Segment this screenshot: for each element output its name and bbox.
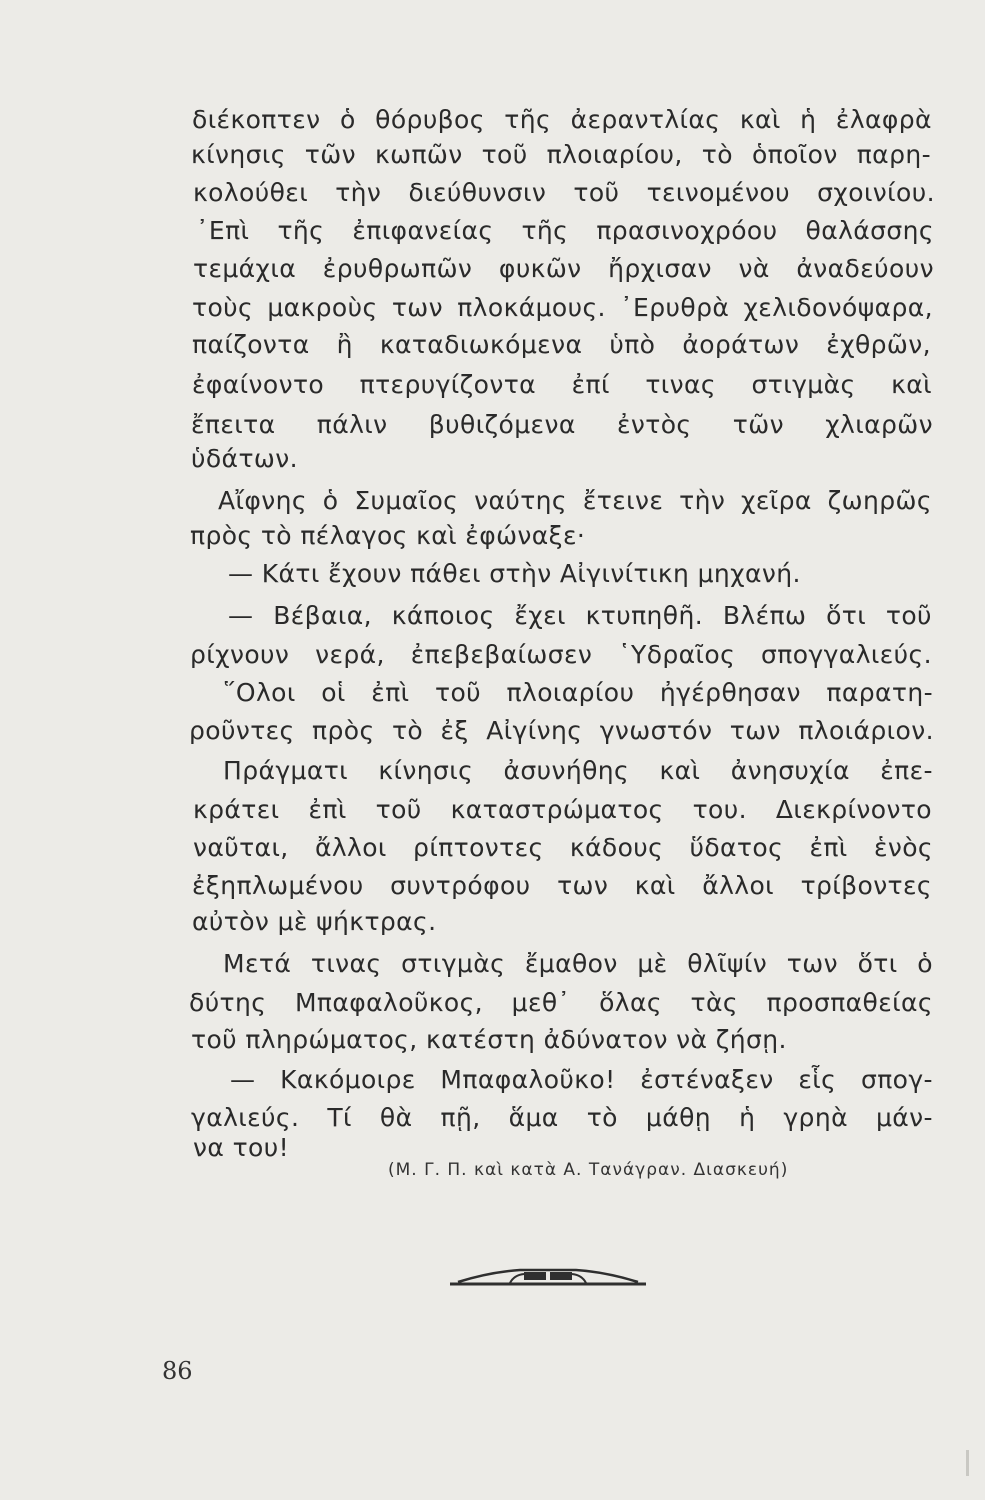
word: ᾿Ερυθρὰ [620, 293, 730, 322]
word: ἀεραντλίας [570, 105, 721, 134]
word: γαλιεύς. [191, 1103, 300, 1132]
word: Μετά [223, 949, 292, 978]
word: τὸ [586, 1103, 618, 1132]
text-line [0, 792, 985, 828]
word: ἐπὶ [809, 833, 848, 862]
word: Βλέπω [722, 601, 807, 630]
word: τῶν [732, 410, 784, 439]
word: ἄλλοι [702, 871, 775, 900]
word: ὅτι [857, 949, 898, 978]
word: κολούθει [193, 178, 309, 207]
word: στιγμὰς [401, 949, 506, 978]
justified-line [189, 985, 933, 1021]
ornament-icon [450, 1262, 646, 1288]
word: των [391, 293, 443, 322]
word: θαλάσσης [805, 216, 934, 245]
word: ρίπτοντες [413, 833, 544, 862]
justified-line [193, 830, 933, 866]
word: τινας [645, 370, 716, 399]
word: ἀοράτων [682, 330, 800, 359]
text-line [0, 830, 985, 866]
word: Κακόμοιρε [280, 1065, 416, 1094]
text-line [0, 327, 985, 363]
line-text: — Κάτι ἔχουν πάθει στὴν Αἰγινίτικη μηχανή. [228, 559, 801, 588]
word: κίνησις [191, 140, 286, 169]
word: δύτης [189, 988, 267, 1017]
justified-line [223, 753, 933, 789]
word: θόρυβος [375, 105, 485, 134]
word: ἐπεβεβαίωσεν [410, 640, 593, 669]
page-number: 86 [162, 1357, 193, 1385]
word: παίζοντα [192, 330, 310, 359]
word: τινας [310, 949, 382, 978]
word: ἐξηπλωμένου [192, 871, 364, 900]
word: διέκοπτεν [192, 105, 321, 134]
word: καταδιωκόμενα [379, 330, 583, 359]
word: ἑνὸς [873, 833, 933, 862]
word: Πράγματι [223, 756, 349, 785]
word: ἔχει [514, 601, 566, 630]
word: Συμαῖος [354, 486, 459, 515]
word: μάθῃ [645, 1103, 712, 1132]
text-line [0, 637, 985, 673]
word: τρίβοντες [800, 871, 932, 900]
justified-line [193, 175, 935, 211]
word: των [557, 871, 609, 900]
page-edge-mark [966, 1450, 969, 1476]
word: ἀσυνήθης [503, 756, 630, 785]
text-line [0, 753, 985, 789]
word: πλοιάριον. [798, 716, 934, 745]
word: ναύτης [474, 486, 567, 515]
word: χεῖρα [741, 486, 812, 515]
text-line [0, 290, 985, 326]
source-attribution: (Μ. Γ. Π. καὶ κατὰ Α. Τανάγραν. Διασκευή) [388, 1160, 789, 1180]
word: Διεκρίνοντο [775, 795, 932, 824]
word: ὑπὸ [609, 330, 656, 359]
word: συντρόφου [390, 871, 531, 900]
word: καὶ [891, 370, 932, 399]
line-text: πρὸς τὸ πέλαγος καὶ ἐφώναξε· [190, 521, 586, 550]
word: ἔμαθον [524, 949, 618, 978]
word: Βέβαια, [273, 601, 372, 630]
word: τῆς [277, 216, 325, 245]
justified-line [191, 137, 931, 173]
word: παρατη- [826, 678, 933, 707]
word: βυθιζόμενα [428, 410, 576, 439]
word: προσπαθείας [766, 988, 933, 1017]
word: χελιδονόψαρα, [743, 293, 933, 322]
word: των [729, 716, 781, 745]
word: τεμάχια [193, 254, 297, 283]
word: — [228, 601, 254, 630]
word: ἐρυθρωπῶν [322, 254, 473, 283]
word: κράτει [193, 795, 280, 824]
word: καὶ [739, 105, 781, 134]
word: ὕδατος [689, 833, 784, 862]
word: σπογγαλιεύς. [761, 640, 932, 669]
word: σπογ- [860, 1065, 933, 1094]
word: μὲ [637, 949, 668, 978]
line-text: ὑδάτων. [191, 444, 298, 473]
word: ὅλας [599, 988, 662, 1017]
justified-line [192, 327, 931, 363]
word: κίνησις [378, 756, 474, 785]
text-line [0, 556, 985, 592]
word: ἐπί [571, 370, 610, 399]
word: ἤρχισαν [608, 254, 712, 283]
word: καὶ [659, 756, 701, 785]
word: ἢ [336, 330, 353, 359]
word: Αἴφνης [218, 486, 307, 515]
word: θλῖψίν [687, 949, 768, 978]
justified-line [191, 407, 933, 443]
word: ἐπὶ [371, 678, 410, 707]
word: τὸ [701, 140, 733, 169]
text-line [0, 1022, 985, 1058]
word: ὁ [917, 949, 933, 978]
text-line [0, 985, 985, 1021]
word: στιγμὰς [751, 370, 856, 399]
word: Μπαφαλοῦκο! [440, 1065, 616, 1094]
word: παρη- [856, 140, 931, 169]
word: καταστρώματος [450, 795, 664, 824]
word: Αἰγίνης [486, 716, 583, 745]
word: κάποιος [391, 601, 495, 630]
word: πρασινοχρόου [596, 216, 778, 245]
word: ῞Ολοι [223, 678, 296, 707]
word: ἄλλοι [314, 833, 387, 862]
word: ᾿Επὶ [196, 216, 250, 245]
justified-line [218, 483, 932, 519]
word: πλοκάμους. [457, 293, 606, 322]
word: ἐπε- [880, 756, 933, 785]
word: ἅμα [508, 1103, 559, 1132]
word: τὸ [391, 716, 424, 745]
word: του. [692, 795, 747, 824]
text-line [0, 1062, 985, 1098]
word: τῆς [521, 216, 569, 245]
text-line [0, 102, 985, 138]
word: σχοινίου. [817, 178, 935, 207]
word: γρηὰ [783, 1103, 848, 1132]
word: ἐπὶ [308, 795, 347, 824]
word: διεύθυνσιν [408, 178, 547, 207]
word: τοῦ [481, 140, 528, 169]
word: τοῦ [573, 178, 620, 207]
word: των [786, 949, 838, 978]
word: — [230, 1065, 256, 1094]
word: τὰς [690, 988, 738, 1017]
text-line [0, 213, 985, 249]
word: ἠγέρθησαν [659, 678, 801, 707]
justified-line [192, 367, 932, 403]
word: τεινομένου [646, 178, 790, 207]
text-line [0, 946, 985, 982]
word: πρὸς [312, 716, 375, 745]
justified-line [230, 1062, 933, 1098]
word: ἐφαίνοντο [192, 370, 325, 399]
text-line [0, 904, 985, 940]
text-line [0, 137, 985, 173]
text-line [0, 713, 985, 749]
word: ἔπειτα [191, 410, 276, 439]
word: τοῦ [435, 678, 482, 707]
line-text: να του! [193, 1133, 290, 1162]
word: πλοιαρίου [506, 678, 635, 707]
word: νὰ [738, 254, 770, 283]
word: τοὺς [192, 293, 254, 322]
word: ἐξ [440, 716, 469, 745]
justified-line [192, 290, 933, 326]
word: ἐχθρῶν, [826, 330, 931, 359]
justified-line [223, 946, 933, 982]
word: ἀνησυχία [730, 756, 850, 785]
word: κωπῶν [374, 140, 463, 169]
word: ἐντὸς [617, 410, 692, 439]
justified-line [196, 213, 934, 249]
line-text: τοῦ πληρώματος, κατέστη ἀδύνατον νὰ ζήσῃ. [191, 1025, 787, 1054]
text-line [0, 598, 985, 634]
word: ἡ [739, 1103, 756, 1132]
word: κτυπηθῆ. [585, 601, 704, 630]
word: πάλιν [316, 410, 388, 439]
word: τοῦ [885, 601, 932, 630]
justified-line [189, 713, 934, 749]
word: χλιαρῶν [825, 410, 933, 439]
justified-line [192, 102, 932, 138]
word: ροῦντες [189, 716, 295, 745]
word: ἀναδεύουν [796, 254, 934, 283]
word: τὴν [679, 486, 726, 515]
word: ἐστέναξεν [640, 1065, 774, 1094]
word: ναῦται, [193, 833, 289, 862]
word: κάδους [569, 833, 664, 862]
justified-line [192, 868, 932, 904]
word: πτερυγίζοντα [359, 370, 537, 399]
line-text: αὐτὸν μὲ ψήκτρας. [192, 907, 437, 936]
word: ὅτι [826, 601, 867, 630]
word: τῆς [504, 105, 552, 134]
text-line [0, 251, 985, 287]
text-line [0, 441, 985, 477]
word: πλοιαρίου, [546, 140, 683, 169]
text-line [0, 675, 985, 711]
justified-line [223, 675, 933, 711]
word: ρίχνουν [190, 640, 290, 669]
word: Μπαφαλοῦκος, [294, 988, 484, 1017]
text-line [0, 175, 985, 211]
word: τοῦ [375, 795, 422, 824]
text-line [0, 483, 985, 519]
justified-line [193, 251, 934, 287]
word: γνωστόν [599, 716, 713, 745]
word: τὴν [335, 178, 382, 207]
word: καὶ [634, 871, 676, 900]
word: εἷς [798, 1065, 837, 1094]
word: ῾Υδραῖος [618, 640, 736, 669]
word: ἔτεινε [582, 486, 664, 515]
word: ἡ [800, 105, 817, 134]
word: οἱ [321, 678, 346, 707]
justified-line [228, 598, 932, 634]
word: θὰ [379, 1103, 413, 1132]
word: μακροὺς [267, 293, 378, 322]
word: μάν- [875, 1103, 933, 1132]
justified-line [193, 792, 932, 828]
word: Τί [327, 1103, 352, 1132]
text-line [0, 518, 985, 554]
justified-line [190, 637, 932, 673]
text-line [0, 367, 985, 403]
word: φυκῶν [498, 254, 582, 283]
word: πῇ, [440, 1103, 481, 1132]
word: ὁ [322, 486, 339, 515]
text-line [0, 407, 985, 443]
word: μεθ᾿ [511, 988, 571, 1017]
word: τῶν [304, 140, 356, 169]
word: ζωηρῶς [827, 486, 932, 515]
word: νερά, [315, 640, 385, 669]
word: ἐλαφρὰ [835, 105, 932, 134]
word: ἐπιφανείας [352, 216, 494, 245]
word: ὁ [339, 105, 356, 134]
word: ὁποῖον [751, 140, 838, 169]
text-line [0, 868, 985, 904]
